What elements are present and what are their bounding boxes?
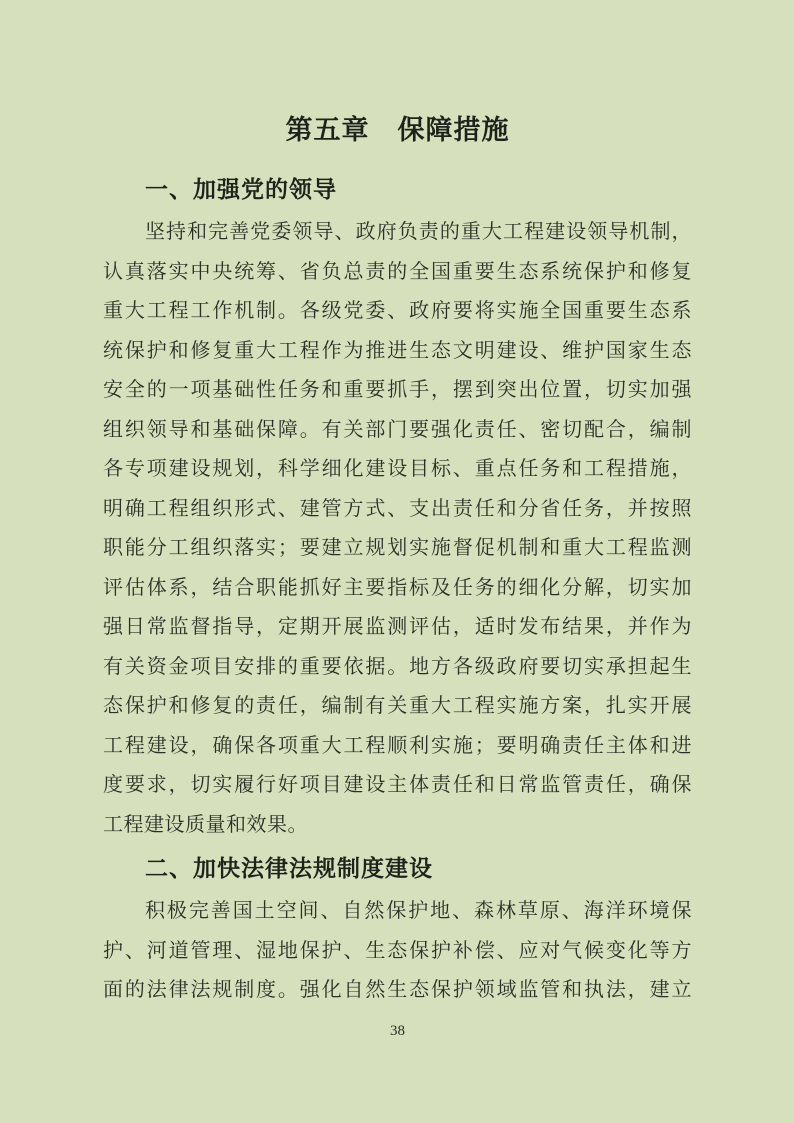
section xyxy=(103,853,692,1011)
text-line: 坚持和完善党委领导、政府负责的重大工程建设领导机制， xyxy=(145,221,692,243)
text-line: 工程建设，确保各项重大工程顺利实施；要明确责任主体和进 xyxy=(103,734,692,757)
paragraph xyxy=(103,213,692,845)
text-line: 面的法律法规制度。强化自然生态保护领域监管和执法，建立 xyxy=(103,979,692,1001)
section-heading: 一、加强党的领导 xyxy=(145,176,337,202)
text-line: 统保护和修复重大工程作为推进生态文明建设、维护国家生态 xyxy=(103,339,692,362)
text-line: 有关资金项目安排的重要依据。地方各级政府要切实承担起生 xyxy=(103,655,692,678)
text-line: 强日常监督指导，定期开展监测评估，适时发布结果，并作为 xyxy=(103,616,692,638)
text-line: 评估体系，结合职能抓好主要指标及任务的细化分解，切实加 xyxy=(103,576,692,599)
text-line: 度要求，切实履行好项目建设主体责任和日常监管责任，确保 xyxy=(103,774,692,796)
paragraph xyxy=(103,892,692,1011)
text-line: 护、河道管理、湿地保护、生态保护补偿、应对气候变化等方 xyxy=(103,939,692,962)
text-line: 工程建设质量和效果。 xyxy=(103,813,308,836)
text-line: 重大工程工作机制。各级党委、政府要将实施全国重要生态系 xyxy=(103,300,692,322)
page-number: 38 xyxy=(390,1022,405,1039)
text-line: 明确工程组织形式、建管方式、支出责任和分省任务，并按照 xyxy=(103,497,692,520)
sections xyxy=(103,174,692,1011)
text-line: 态保护和修复的责任，编制有关重大工程实施方案，扎实开展 xyxy=(103,695,692,717)
text-line: 组织领导和基础保障。有关部门要强化责任、密切配合，编制 xyxy=(103,418,692,441)
text-line: 职能分工组织落实；要建立规划实施督促机制和重大工程监测 xyxy=(103,537,692,559)
text-line: 认真落实中央统筹、省负总责的全国重要生态系统保护和修复 xyxy=(103,260,692,283)
text-line: 积极完善国土空间、自然保护地、森林草原、海洋环境保 xyxy=(145,900,692,922)
section-heading: 二、加快法律法规制度建设 xyxy=(145,855,433,881)
chapter-title: 第五章 保障措施 xyxy=(285,115,510,145)
text-line: 安全的一项基础性任务和重要抓手，摆到突出位置，切实加强 xyxy=(103,379,692,401)
section xyxy=(103,174,692,845)
text-line: 各专项建设规划，科学细化建设目标、重点任务和工程措施， xyxy=(103,458,692,480)
